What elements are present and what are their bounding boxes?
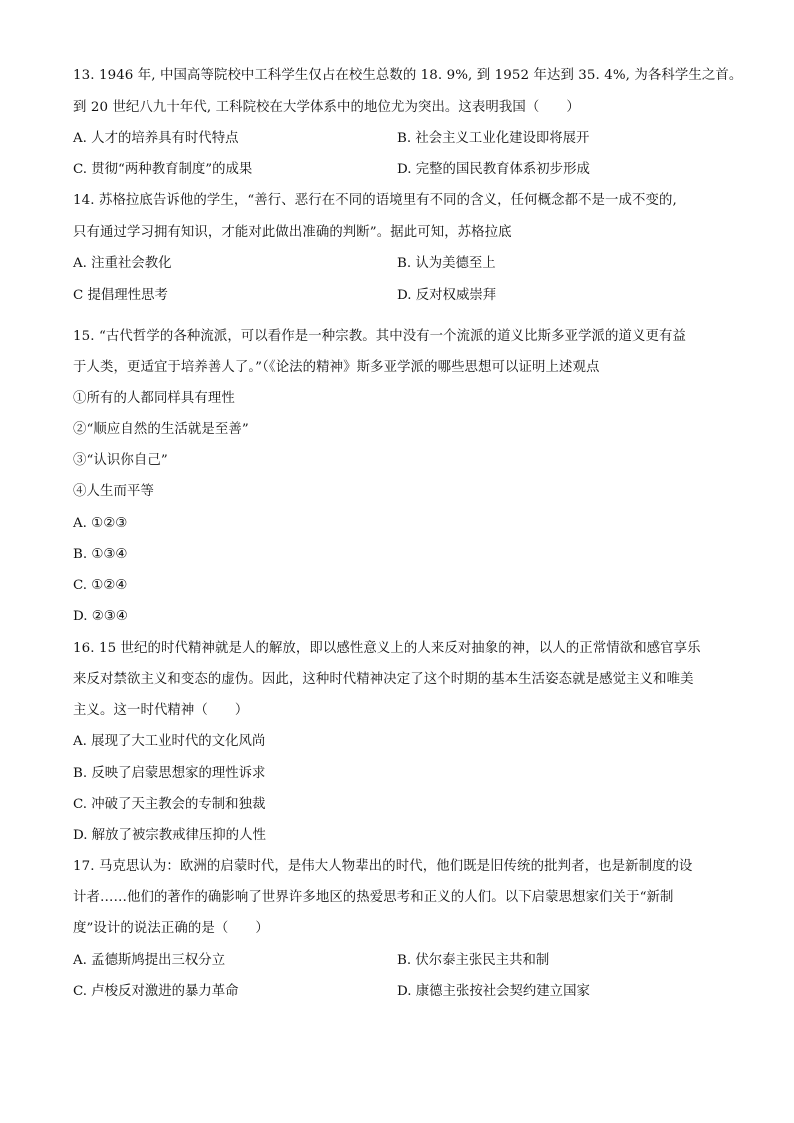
q17-option-a: A. 孟德斯鸠提出三权分立 xyxy=(73,953,226,968)
q13-option-b: B. 社会主义工业化建设即将展开 xyxy=(397,131,590,146)
q13-option-a: A. 人才的培养具有时代特点 xyxy=(73,131,239,146)
q13-option-c: C. 贯彻“两种教育制度”的成果 xyxy=(73,162,253,177)
q16-option-b: B. 反映了启蒙思想家的理性诉求 xyxy=(73,766,266,781)
q15-option-c: C. ①②④ xyxy=(73,578,128,593)
q16-stem-line-3: 主义。这一时代精神（ ） xyxy=(73,703,249,718)
q17-option-b: B. 伏尔泰主张民主共和制 xyxy=(397,953,550,968)
q14-option-d: D. 反对权威崇拜 xyxy=(397,288,497,303)
q15-option-a: A. ①②③ xyxy=(73,516,128,531)
q16-stem-line-1: 16. 15 世纪的时代精神就是人的解放，即以感性意义上的人来反对抽象的神，以人的正常情欲和感官享乐 xyxy=(73,641,701,656)
q13-stem-line-2: 到 20 世纪八九十年代, 工科院校在大学体系中的地位尤为突出。这表明我国（ ） xyxy=(73,100,580,115)
q13-stem-line-1: 13. 1946 年, 中国高等院校中工科学生仅占在校生总数的 18. 9%, 到 1952 年达到 35. 4%, 为各科学生之首。 xyxy=(73,68,743,83)
q17-stem-line-1: 17. 马克思认为：欧洲的启蒙时代，是伟大人物辈出的时代，他们既是旧传统的批判者，也是新制度的设 xyxy=(73,859,693,874)
q16-option-a: A. 展现了大工业时代的文化风尚 xyxy=(73,734,266,749)
q17-stem-line-2: 计者……他们的著作的确影响了世界许多地区的热爱思考和正义的人们。以下启蒙思想家们关于“新制 xyxy=(73,890,674,905)
q17-option-c: C. 卢梭反对激进的暴力革命 xyxy=(73,984,239,999)
q15-statement-3: ③“认识你自己” xyxy=(73,453,168,468)
q17-option-d: D. 康德主张按社会契约建立国家 xyxy=(397,984,590,999)
q14-option-a: A. 注重社会教化 xyxy=(73,256,172,271)
q15-statement-1: ①所有的人都同样具有理性 xyxy=(73,391,235,406)
q13-option-d: D. 完整的国民教育体系初步形成 xyxy=(397,162,590,177)
q14-stem-line-1: 14. 苏格拉底告诉他的学生，“善行、恶行在不同的语境里有不同的含义，任何概念都不是一成不变的, xyxy=(73,193,677,208)
q15-stem-line-2: 于人类，更适宜于培养善人了。”（《论法的精神》斯多亚学派的哪些思想可以证明上述观点 xyxy=(73,360,600,375)
q15-option-b: B. ①③④ xyxy=(73,547,128,562)
q14-option-b: B. 认为美德至上 xyxy=(397,256,496,271)
q16-option-c: C. 冲破了天主教会的专制和独裁 xyxy=(73,797,266,812)
q15-statement-4: ④人生而平等 xyxy=(73,484,154,499)
q16-option-d: D. 解放了被宗教戒律压抑的人性 xyxy=(73,828,266,843)
q15-stem-line-1: 15. “古代哲学的各种流派，可以看作是一种宗教。其中没有一个流派的道义比斯多亚学派的道义更有益 xyxy=(73,329,686,344)
q15-statement-2: ②“顺应自然的生活就是至善” xyxy=(73,422,249,437)
q17-stem-line-3: 度”设计的说法正确的是（ ） xyxy=(73,921,269,936)
q16-stem-line-2: 来反对禁欲主义和变态的虚伪。因此，这种时代精神决定了这个时期的基本生活姿态就是感觉主义和唯美 xyxy=(73,672,694,687)
q14-option-c: C 提倡理性思考 xyxy=(73,288,168,303)
q15-option-d: D. ②③④ xyxy=(73,609,128,624)
q14-stem-line-2: 只有通过学习拥有知识，才能对此做出准确的判断”。据此可知，苏格拉底 xyxy=(73,225,512,240)
